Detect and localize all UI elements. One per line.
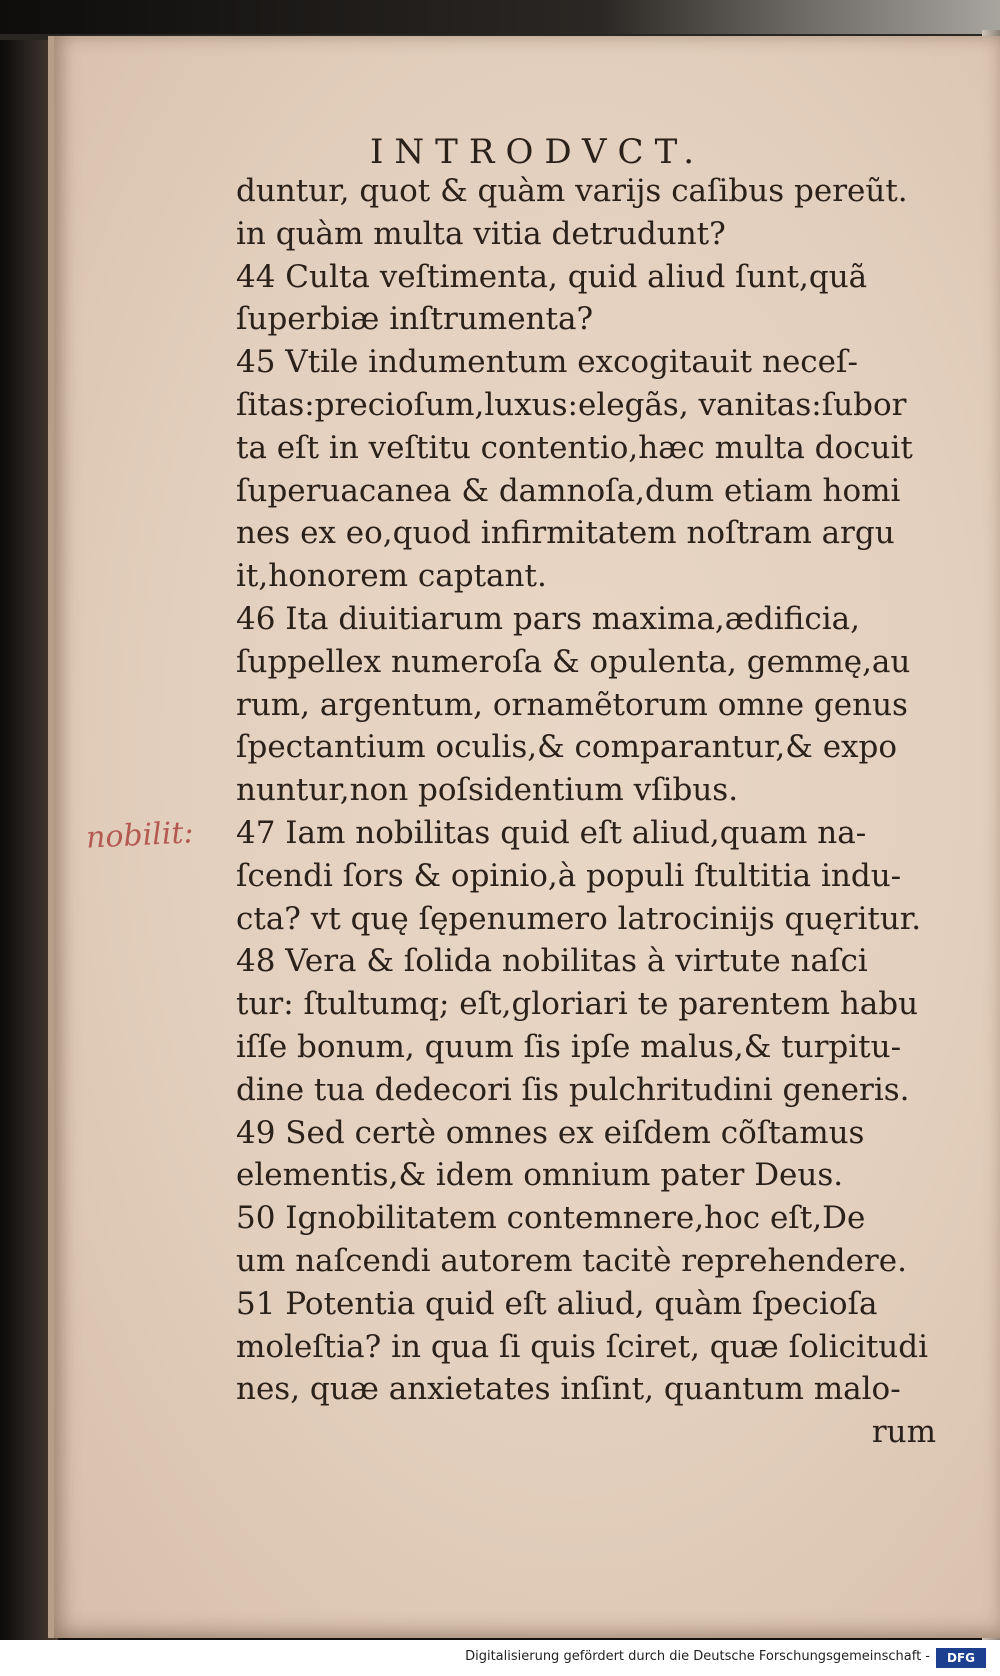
- text-line: nes, quæ anxietates inſint, quantum malo-: [236, 1371, 901, 1408]
- text-line: rum, argentum, ornamẽtorum omne genus: [236, 686, 908, 723]
- text-line: ta eſt in veſtitu contentio,hæc multa docuit: [236, 429, 913, 466]
- text-line: elementis,& idem omnium pater Deus.: [236, 1157, 844, 1194]
- text-line: tur: ſtultumq; eſt,gloriari te parentem habu: [236, 986, 919, 1023]
- running-head: INTRODVCT.: [370, 132, 706, 172]
- text-block: [236, 170, 956, 1454]
- text-line: 45 Vtile indumentum excogitauit neceſ-: [236, 344, 858, 381]
- text-line: ſuppellex numeroſa & opulenta, gemmę,au: [236, 643, 911, 680]
- text-line: 46 Ita diuitiarum pars maxima,ædificia,: [236, 600, 860, 637]
- marginal-annotation: nobilit:: [85, 815, 195, 856]
- text-line: cta? vt quę ſępenumero latrocinijs quęritur.: [236, 900, 922, 937]
- text-line: ſcendi ſors & opinio,à populi ſtultitia indu-: [236, 857, 902, 894]
- digitization-footer: [0, 1640, 1000, 1676]
- text-line: um naſcendi autorem tacitè reprehendere.: [236, 1242, 907, 1279]
- text-line: 47 Iam nobilitas quid eſt aliud,quam na-: [236, 814, 867, 851]
- text-line: in quàm multa vitia detrudunt?: [236, 215, 726, 252]
- text-line: 48 Vera & ſolida nobilitas à virtute naſci: [236, 943, 868, 980]
- text-line: ſuperuacanea & damnoſa,dum etiam homi: [236, 472, 901, 509]
- dfg-logo: DFG: [936, 1648, 986, 1668]
- text-line: nuntur,non poſsidentium vſibus.: [236, 772, 739, 809]
- text-line: iſſe bonum, quum ſis ipſe malus,& turpitu-: [236, 1028, 902, 1065]
- text-line: dine tua dedecori ſis pulchritudini generis.: [236, 1071, 910, 1108]
- funding-credit: Digitalisierung gefördert durch die Deutsche Forschungsgemeinschaft -: [465, 1649, 930, 1664]
- text-line: 51 Potentia quid eſt aliud, quàm ſpecioſa: [236, 1285, 878, 1322]
- text-line: duntur, quot & quàm varijs caſibus pereũt.: [236, 173, 908, 209]
- text-line: ſpectantium oculis,& comparantur,& expo: [236, 729, 898, 766]
- scan-top-edge: [0, 0, 1000, 34]
- text-line: ſuperbiæ inſtrumenta?: [236, 301, 594, 338]
- text-line: 44 Culta veſtimenta, quid aliud ſunt,quã: [236, 258, 868, 295]
- text-line: 49 Sed certè omnes ex eiſdem cõſtamus: [236, 1114, 865, 1151]
- text-line: 50 Ignobilitatem contemnere,hoc eſt,De: [236, 1200, 866, 1237]
- catchword: rum: [871, 1414, 936, 1451]
- text-line: ſitas:precioſum,luxus:elegãs, vanitas:ſubor: [236, 386, 907, 423]
- text-line: moleſtia? in qua ſi quis ſciret, quæ ſolicitudi: [236, 1328, 929, 1365]
- text-line: nes ex eo,quod infirmitatem noſtram argu: [236, 515, 895, 552]
- text-line: it,honorem captant.: [236, 558, 547, 595]
